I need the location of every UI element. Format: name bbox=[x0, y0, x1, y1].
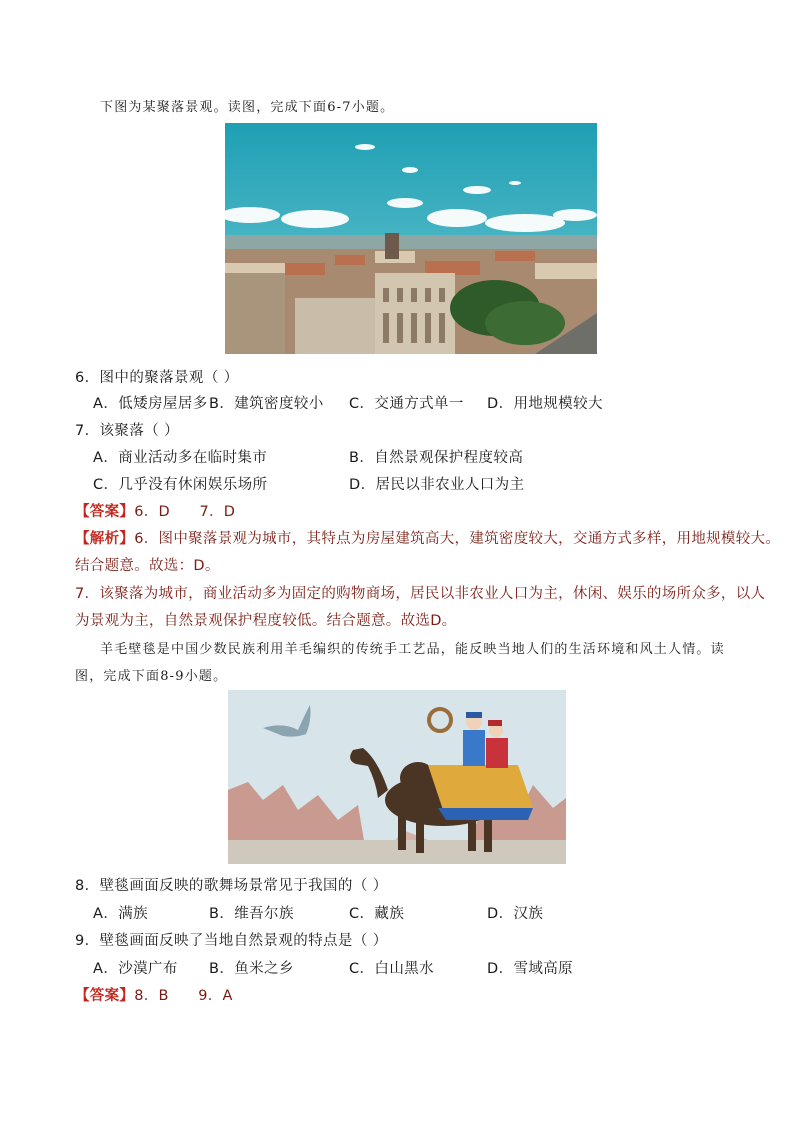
answer-tag: 【答案】 bbox=[75, 504, 135, 520]
question-8-option-d: D．汉族 bbox=[487, 906, 544, 922]
intro-text-2-line-1: 羊毛壁毯是中国少数民族利用羊毛编织的传统手工艺品，能反映当地人们的生活环境和风土人情。读 bbox=[100, 642, 725, 657]
question-7-option-c: C．几乎没有休闲娱乐场所 bbox=[93, 477, 268, 493]
city-landscape-photo bbox=[225, 123, 597, 354]
question-7-stem: 7．该聚落（ ） bbox=[75, 423, 180, 439]
analysis-line-4: 为景观为主，自然景观保护程度较低。结合题意。故选D。 bbox=[75, 613, 457, 629]
question-9-option-a: A．沙漠广布 bbox=[93, 961, 178, 977]
question-6-option-b: B．建筑密度较小 bbox=[209, 396, 324, 412]
analysis-line-3: 7．该聚落为城市，商业活动多为固定的购物商场，居民以非农业人口为主，休闲、娱乐的场所众多，以人 bbox=[75, 586, 766, 602]
answer-tag-2: 【答案】 bbox=[75, 988, 135, 1004]
answer-8-9 bbox=[75, 984, 233, 1005]
analysis-text-1: 6．图中聚落景观为城市，其特点为房屋建筑高大，建筑密度较大，交通方式多样，用地规模较大。 bbox=[134, 531, 781, 547]
question-9-option-d: D．雪域高原 bbox=[487, 961, 574, 977]
question-8-option-b: B．维吾尔族 bbox=[209, 906, 294, 922]
analysis-line-1 bbox=[75, 527, 780, 548]
wool-tapestry-image bbox=[228, 690, 566, 864]
question-7-option-a: A．商业活动多在临时集市 bbox=[93, 450, 268, 466]
question-6-stem: 6．图中的聚落景观（ ） bbox=[75, 370, 239, 386]
intro-text-1: 下图为某聚落景观。读图，完成下面6-7小题。 bbox=[100, 100, 395, 115]
question-9-option-b: B．鱼米之乡 bbox=[209, 961, 294, 977]
question-9-option-c: C．白山黑水 bbox=[349, 961, 435, 977]
question-6-option-c: C．交通方式单一 bbox=[349, 396, 464, 412]
question-6-option-d: D．用地规模较大 bbox=[487, 396, 603, 412]
question-7-option-d: D．居民以非农业人口为主 bbox=[349, 477, 525, 493]
question-8-option-a: A．满族 bbox=[93, 906, 149, 922]
answer-text: 6．D 7．D bbox=[134, 504, 236, 520]
question-8-option-c: C．藏族 bbox=[349, 906, 405, 922]
answer-6-7 bbox=[75, 500, 235, 521]
analysis-line-2: 结合题意。故选：D。 bbox=[75, 558, 220, 574]
question-7-option-b: B．自然景观保护程度较高 bbox=[349, 450, 524, 466]
question-9-stem: 9．壁毯画面反映了当地自然景观的特点是（ ） bbox=[75, 933, 388, 949]
analysis-tag: 【解析】 bbox=[75, 531, 135, 547]
question-8-stem: 8．壁毯画面反映的歌舞场景常见于我国的（ ） bbox=[75, 878, 388, 894]
intro-text-2-line-2: 图，完成下面8-9小题。 bbox=[75, 669, 228, 684]
question-6-option-a: A．低矮房屋居多 bbox=[93, 396, 208, 412]
answer-text-2: 8．B 9．A bbox=[134, 988, 233, 1004]
